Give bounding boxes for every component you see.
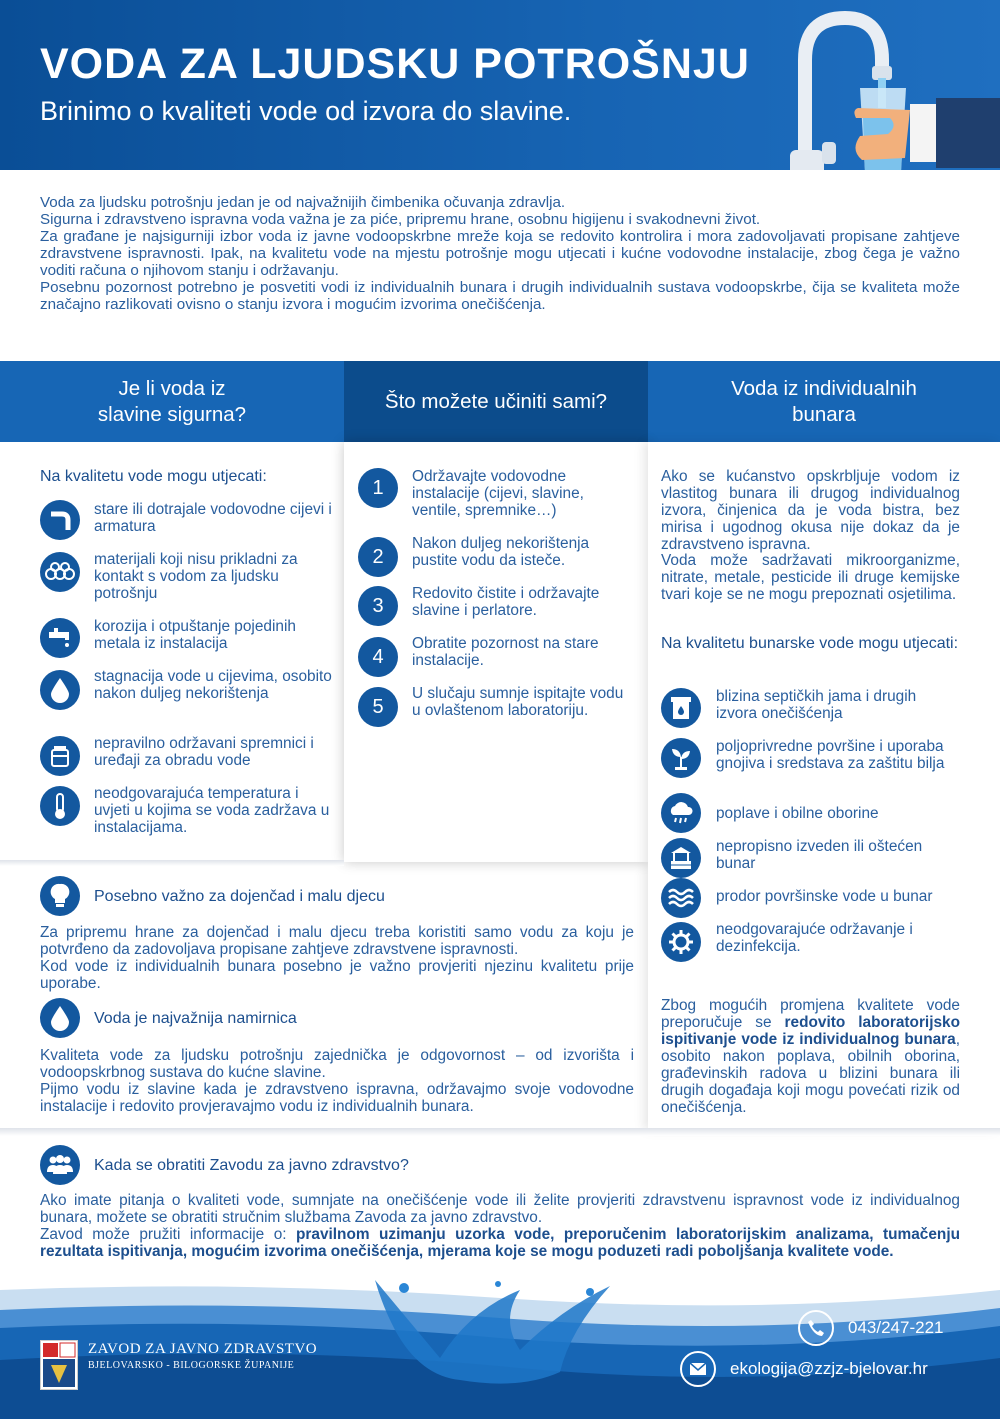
column-header-line: slavine sigurna? [97,402,247,426]
left-item-text: stagnacija vode u cijevima, osobito nakon duljeg nekorištenja [94,668,332,702]
left-heading: Na kvalitetu vode mogu utjecati: [40,468,267,485]
wells-paragraph: Voda može sadržavati mikroorganizme, nitrate, metale, pesticide ili druge kemijske tvari koje se ne mogu prepoznati osjetilima. [661,552,960,603]
phone-number[interactable]: 043/247-221 [848,1318,944,1337]
contact-paragraph: Ako imate pitanja o kvaliteti vode, sumnjate na onečišćenje vode ili želite provjeriti zdravstvenu ispravnost vode iz individualnog bunara, možete se obratiti stručnim službama Zavoda za javno zdravstvo. [40,1192,960,1226]
step-number: 2 [358,537,398,577]
water-tank-icon [40,736,80,776]
step-text: Održavajte vodovodne instalacije (cijevi, slavine, ventile, spremnike…) [412,468,584,519]
email-address[interactable]: ekologija@zzjz-bjelovar.hr [730,1359,928,1378]
faucet-hand-glass-icon [760,0,1000,170]
coat-of-arms-logo [40,1340,78,1390]
wells-item-text: nepropisno izveden ili oštećen bunar [716,838,923,872]
step-number: 1 [358,468,398,508]
rain-cloud-icon [661,793,701,833]
page-subtitle: Brinimo o kvaliteti vode od izvora do slavine. [40,96,572,126]
column-header-individual-wells [648,361,1000,442]
wells-item-text: prodor površinske vode u bunar [716,888,933,905]
phone-icon [798,1310,834,1346]
column-header-tap-safety [0,361,344,442]
food-paragraph: Pijmo vodu iz slavine kada je zdravstveno ispravna, održavajmo svoje vodovodne instalacije i redovito provjeravajmo vodu iz individualnih bunara. [40,1081,634,1115]
column-header-what-you-can-do [344,361,648,442]
column-header-line: bunara [792,402,856,426]
email-icon [680,1351,716,1387]
contact-text: Zavod može pružiti informacije o: [40,1226,296,1243]
step-number: 3 [358,586,398,626]
intro-paragraph: Voda za ljudsku potrošnju jedan je od najvažnijih čimbenika očuvanja zdravlja. [40,194,566,211]
left-item-text: korozija i otpuštanje pojedinih metala iz instalacija [94,618,296,652]
wells-heading: Na kvalitetu bunarske vode mogu utjecati: [661,635,959,652]
intro-text [40,194,960,313]
intro-paragraph: Za građane je najsigurniji izbor voda iz javne vodoopskrbne mreže koja se redovito kontrolira i mora zadovoljavati propisane zahtjeve zdravstvene ispravnosti. Ipak, na kvalitetu vode na mjestu potrošnje mogu utjecati i kućne vodovodne instalacije, zbog čega je važno voditi računa o njihovom stanju i održavanju. [40,228,960,279]
left-item-text: neodgovarajuća temperatura i uvjeti u kojima se voda zadržava u instalacijama. [94,785,330,836]
organization-subtitle: BJELOVARSKO - BILOGORSKE ŽUPANIJE [88,1360,295,1371]
contact-emphasis: pravilnom uzimanju uzorka vode, preporučenim laboratorijskim analizama, tumačenju rezultata ispitivanja, mogućim izvorima onečišćenja, mjerama koje se mogu poduzeti radi poboljšanja kvalitete vode. [40,1226,961,1260]
water-drop-icon [40,998,80,1038]
header-banner [0,0,1000,170]
infant-paragraph: Kod vode iz individualnih bunara posebno je važno provjeriti njezinu kvalitetu prije uporabe. [40,958,634,992]
well-icon [661,838,701,878]
wells-item-text: blizina septičkih jama i drugih izvora onečišćenja [716,688,917,722]
column-header-line: Što možete učiniti sami? [384,389,608,413]
intro-paragraph: Posebnu pozornost potrebno je posvetiti vodi iz individualnih bunara i drugih individualnih sustava vodoopskrbe, čija se kvaliteta može značajno razlikovati ovisno o stanju izvora i mogućim izvorima onečišćenja. [40,279,960,313]
tap-icon [40,618,80,658]
wells-item-text: poljoprivredne površine i uporaba gnojiva i sredstava za zaštitu bilja [716,738,945,772]
contact-heading: Kada se obratiti Zavodu za javno zdravstvo? [94,1157,409,1174]
step-text: U slučaju sumnje ispitajte vodu u ovlaštenom laboratoriju. [412,685,624,719]
waves-icon [661,878,701,918]
food-paragraph: Kvaliteta vode za ljudsku potrošnju zajednička je odgovornost – od izvorišta i vodoopskrbnog sustava do kućne slavine. [40,1047,634,1081]
lightbulb-icon [40,876,80,916]
wells-item-text: poplave i obilne oborine [716,805,879,822]
intro-paragraph: Sigurna i zdravstveno ispravna voda važna je za piće, pripremu hrane, osobnu higijenu i svakodnevni život. [40,211,761,228]
left-item-text: materijali koji nisu prikladni za kontakt s vodom za ljudsku potrošnju [94,551,298,602]
step-text: Nakon duljeg nekorištenja pustite vodu da isteče. [412,535,590,569]
thermometer-icon [40,786,80,826]
section-divider [0,1128,1000,1136]
wells-recommendation [661,997,960,1116]
page-title: VODA ZA LJUDSKU POTROŠNJU [40,40,750,88]
pipe-icon [40,500,80,540]
recommendation-text: Zbog mogućih promjena kvalitete vode preporučuje se [661,997,960,1031]
wells-paragraph: Ako se kućanstvo opskrbljuje vodom iz vlastitog bunara ili drugog individualnog izvora, činjenica da je voda bistra, bez mirisa i ugodnog okusa nije dokaz da je zdravstveno ispravna. [661,468,960,553]
step-text: Obratite pozornost na stare instalacije. [412,635,599,669]
infant-paragraph: Za pripremu hrane za dojenčad i malu djecu treba koristiti samo vodu za koju je potvrđeno da zadovoljava propisane zahtjeve zdravstvene ispravnosti. [40,924,634,958]
left-item-text: nepravilno održavani spremnici i uređaji za obradu vode [94,735,314,769]
pipes-materials-icon [40,552,80,592]
column-header-line: Voda iz individualnih [731,376,917,400]
section-divider [0,860,344,866]
food-heading: Voda je najvažnija namirnica [94,1010,297,1027]
plant-icon [661,738,701,778]
left-item-text: stare ili dotrajale vodovodne cijevi i armatura [94,501,332,535]
step-text: Redovito čistite i održavajte slavine i perlatore. [412,585,600,619]
water-drop-icon [40,670,80,710]
gear-icon [661,922,701,962]
recommendation-text: , osobito nakon poplava, obilnih oborina, građevinskih radova u blizini bunara ili drugih događaja koji mogu povećati rizik od onečišćenja. [661,1031,960,1116]
step-number: 4 [358,637,398,677]
wells-item-text: neodgovarajuće održavanje i dezinfekcija. [716,921,913,955]
step-number: 5 [358,687,398,727]
infant-heading: Posebno važno za dojenčad i malu djecu [94,888,385,905]
column-header-line: Je li voda iz [118,376,226,400]
septic-tank-icon [661,688,701,728]
contact-paragraph [40,1226,960,1260]
organization-name: ZAVOD ZA JAVNO ZDRAVSTVO [88,1341,318,1357]
recommendation-emphasis: redovito laboratorijsko ispitivanje vode iz individualnog bunara [661,1014,961,1048]
people-group-icon [40,1145,80,1185]
